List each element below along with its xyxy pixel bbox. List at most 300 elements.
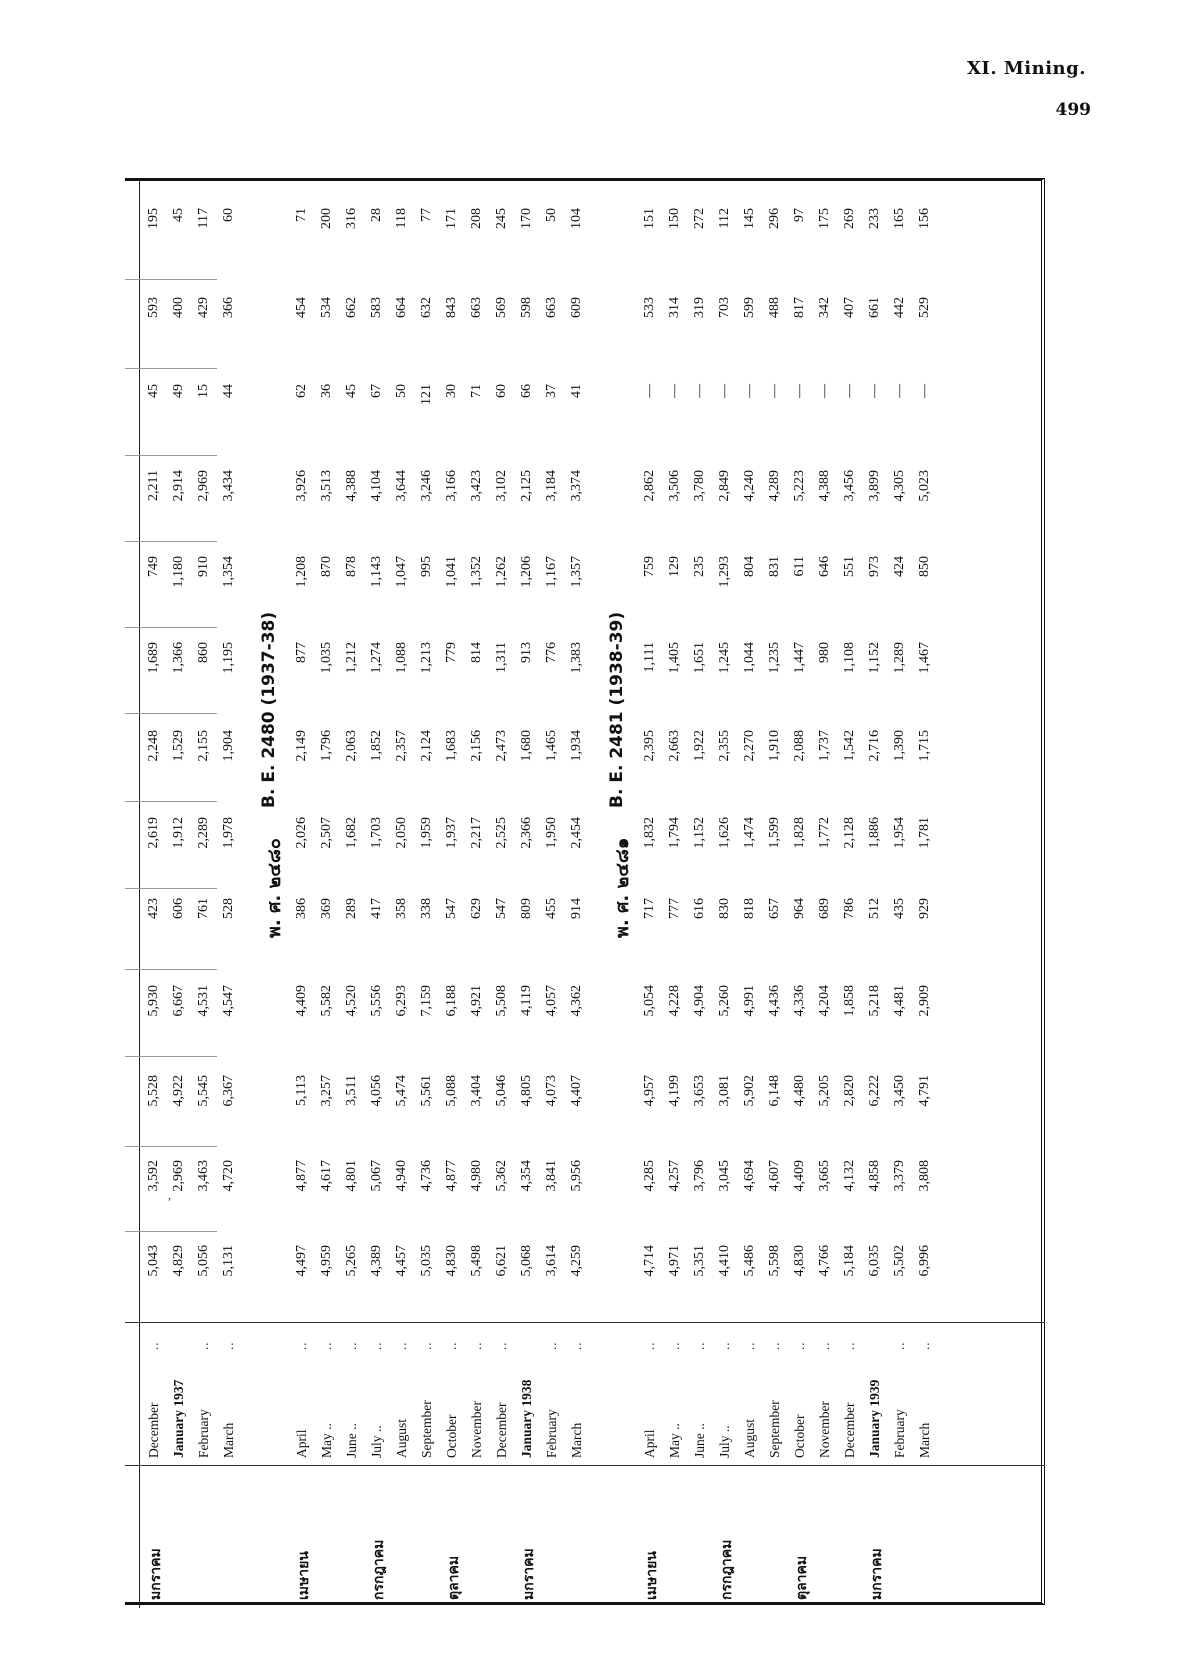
table-row	[739, 181, 764, 1608]
table-cell: 5,351	[692, 1245, 707, 1277]
table-cell: 1,354	[221, 556, 236, 588]
table-cell: 6,148	[767, 1075, 782, 1107]
table-row	[218, 181, 243, 1608]
table-cell: 156	[917, 208, 932, 229]
table-cell: 2,088	[792, 730, 807, 762]
leader-dots: ..	[917, 1341, 932, 1350]
table-cell: 5,260	[717, 985, 732, 1017]
table-cell: 45	[344, 384, 359, 398]
table-cell: 913	[519, 642, 534, 663]
column-separator	[125, 969, 217, 970]
table-cell: 661	[867, 297, 882, 318]
table-cell: 4,766	[817, 1245, 832, 1277]
table-cell: 171	[444, 208, 459, 229]
table-cell: 1,542	[842, 730, 857, 762]
english-month-label: August	[742, 1418, 757, 1458]
table-cell: 3,665	[817, 1160, 832, 1192]
table-cell: 2,149	[294, 730, 309, 762]
mining-table-frame	[125, 178, 1045, 1605]
table-cell: 6,996	[917, 1245, 932, 1277]
table-cell: 488	[767, 297, 782, 318]
english-month-label: November	[817, 1401, 832, 1458]
table-cell: 870	[319, 556, 334, 577]
table-cell: 2,366	[519, 817, 534, 849]
table-cell: 611	[792, 556, 807, 577]
table-cell: 4,481	[892, 985, 907, 1017]
table-cell: 5,561	[419, 1075, 434, 1107]
column-separator	[125, 279, 217, 280]
table-cell: 4,409	[792, 1160, 807, 1192]
table-cell: 4,720	[221, 1160, 236, 1192]
english-month-label: September	[419, 1400, 434, 1458]
table-row	[341, 181, 366, 1608]
leader-dots: ..	[892, 1341, 907, 1350]
table-cell: 4,520	[344, 985, 359, 1017]
table-cell: 3,653	[692, 1075, 707, 1107]
table-cell: 118	[394, 208, 409, 229]
table-cell: 3,796	[692, 1160, 707, 1192]
table-cell: 5,508	[494, 985, 509, 1017]
table-cell: 1,152	[867, 642, 882, 674]
table-cell: 818	[742, 898, 757, 919]
english-month-label: August	[394, 1418, 409, 1458]
table-cell: 593	[146, 297, 161, 318]
table-cell: 3,841	[544, 1160, 559, 1192]
leader-dots: ..	[544, 1341, 559, 1350]
table-cell: 4,073	[544, 1075, 559, 1107]
table-cell: 5,528	[146, 1075, 161, 1107]
table-cell: 6,621	[494, 1245, 509, 1277]
table-cell: 5,902	[742, 1075, 757, 1107]
table-cell: 314	[667, 297, 682, 318]
table-cell: 175	[817, 208, 832, 229]
table-cell: 1,680	[519, 730, 534, 762]
table-cell: 208	[469, 208, 484, 229]
table-row	[143, 181, 168, 1608]
table-cell: 429	[196, 297, 211, 318]
table-cell: 3,511	[344, 1075, 359, 1106]
table-cell: 289	[344, 898, 359, 919]
leader-dots: ..	[817, 1341, 832, 1350]
table-cell: 528	[221, 898, 236, 919]
table-cell: 4,829	[171, 1245, 186, 1277]
table-cell: 583	[369, 297, 384, 318]
table-cell: 112	[717, 208, 732, 229]
table-cell: 4,119	[519, 985, 534, 1016]
table-cell: 817	[792, 297, 807, 318]
table-cell: 4,877	[444, 1160, 459, 1192]
table-cell: 3,450	[892, 1075, 907, 1107]
table-cell: 779	[444, 642, 459, 663]
table-cell: 6,222	[867, 1075, 882, 1107]
table-cell: 1,599	[767, 817, 782, 849]
table-cell: 5,023	[917, 470, 932, 502]
table-cell: 4,336	[792, 985, 807, 1017]
leader-dots: ..	[742, 1341, 757, 1350]
table-cell: 761	[196, 898, 211, 919]
table-cell: 569	[494, 297, 509, 318]
table-cell: —	[642, 384, 657, 398]
table-cell: 104	[569, 208, 584, 229]
table-cell: 831	[767, 556, 782, 577]
table-cell: 442	[892, 297, 907, 318]
table-cell: 663	[544, 297, 559, 318]
table-cell: 1,213	[419, 642, 434, 674]
leader-dots: ..	[717, 1341, 732, 1350]
table-cell: 3,246	[419, 470, 434, 502]
table-cell: 910	[196, 556, 211, 577]
table-cell: 4,388	[817, 470, 832, 502]
table-cell: 1,311	[494, 642, 509, 673]
table-cell: 4,228	[667, 985, 682, 1017]
table-cell: 1,781	[917, 817, 932, 849]
table-cell: 5,930	[146, 985, 161, 1017]
table-row	[764, 181, 789, 1608]
table-cell: —	[692, 384, 707, 398]
table-cell: 5,956	[569, 1160, 584, 1192]
table-cell: 995	[419, 556, 434, 577]
table-row	[168, 181, 193, 1608]
column-separator	[125, 1146, 217, 1147]
table-cell: 664	[394, 297, 409, 318]
table-cell: 4,289	[767, 470, 782, 502]
leader-dots: ..	[667, 1341, 682, 1350]
buddhist-era-label: B. E. 2480 (1937-38)	[259, 611, 279, 808]
table-cell: 973	[867, 556, 882, 577]
table-cell: 5,498	[469, 1245, 484, 1277]
table-cell: 1,682	[344, 817, 359, 849]
table-cell: 2,969	[196, 470, 211, 502]
leader-dots: ..	[319, 1341, 334, 1350]
table-cell: 5,362	[494, 1160, 509, 1192]
table-cell: 50	[544, 208, 559, 222]
english-month-label: December	[146, 1402, 161, 1458]
table-cell: 3,506	[667, 470, 682, 502]
table-cell: 3,456	[842, 470, 857, 502]
table-cell: —	[767, 384, 782, 398]
table-cell: 609	[569, 297, 584, 318]
column-separator	[125, 713, 217, 714]
table-cell: —	[742, 384, 757, 398]
table-cell: 1,715	[917, 730, 932, 762]
table-cell: 914	[569, 898, 584, 919]
leader-dots: ..	[642, 1341, 657, 1350]
thai-era-label: พ. ศ. ๒๔๘๐	[264, 838, 285, 938]
table-cell: 5,113	[294, 1075, 309, 1106]
table-cell: 62	[294, 384, 309, 398]
table-cell: 3,899	[867, 470, 882, 502]
leader-dots: ..	[692, 1341, 707, 1350]
table-cell: 616	[692, 898, 707, 919]
table-cell: 4,959	[319, 1245, 334, 1277]
table-cell: 1,937	[444, 817, 459, 849]
table-cell: 964	[792, 898, 807, 919]
table-cell: 4,388	[344, 470, 359, 502]
table-cell: 5,067	[369, 1160, 384, 1192]
table-cell: 814	[469, 642, 484, 663]
table-cell: 5,035	[419, 1245, 434, 1277]
table-cell: 272	[692, 208, 707, 229]
table-cell: 1,910	[767, 730, 782, 762]
table-cell: 3,184	[544, 470, 559, 502]
english-month-label: April	[642, 1429, 657, 1458]
table-cell: 1,828	[792, 817, 807, 849]
table-cell: 5,043	[146, 1245, 161, 1277]
leader-dots: ..	[569, 1341, 584, 1350]
page-number: 499	[1055, 100, 1091, 120]
table-cell: 1,912	[171, 817, 186, 849]
table-cell: 1,235	[767, 642, 782, 674]
table-cell: 2,355	[717, 730, 732, 762]
table-cell: 2,849	[717, 470, 732, 502]
table-cell: 5,265	[344, 1245, 359, 1277]
table-cell: 454	[294, 297, 309, 318]
table-cell: 45	[171, 208, 186, 222]
table-cell: 599	[742, 297, 757, 318]
table-cell: 358	[394, 898, 409, 919]
leader-dots: ..	[196, 1341, 211, 1350]
table-cell: 1,474	[742, 817, 757, 849]
table-row	[639, 181, 664, 1608]
table-cell: 5,556	[369, 985, 384, 1017]
table-cell: 1,772	[817, 817, 832, 849]
table-cell: 2,156	[469, 730, 484, 762]
english-month-label: December	[494, 1402, 509, 1458]
table-cell: 3,081	[717, 1075, 732, 1107]
english-month-label: January 1939	[867, 1379, 882, 1458]
table-cell: 3,423	[469, 470, 484, 502]
english-month-label: October	[792, 1414, 807, 1458]
leader-dots: ..	[419, 1341, 434, 1350]
page-header-title: XI. Mining.	[966, 58, 1086, 79]
table-cell: 3,780	[692, 470, 707, 502]
table-cell: 1,832	[642, 817, 657, 849]
table-cell: 777	[667, 898, 682, 919]
table-cell: 67	[369, 384, 384, 398]
table-cell: 4,257	[667, 1160, 682, 1192]
table-cell: 117	[196, 208, 211, 229]
leader-dots: ..	[469, 1341, 484, 1350]
table-cell: 2,507	[319, 817, 334, 849]
table-cell: —	[817, 384, 832, 398]
table-cell: 2,289	[196, 817, 211, 849]
table-cell: 71	[294, 208, 309, 222]
table-cell: 3,404	[469, 1075, 484, 1107]
english-month-label: July ..	[717, 1425, 732, 1458]
table-cell: 235	[692, 556, 707, 577]
thai-month-label: กรกฎาคม	[719, 1539, 735, 1600]
table-cell: 1,152	[692, 817, 707, 849]
table-cell: 1,796	[319, 730, 334, 762]
table-cell: 689	[817, 898, 832, 919]
table-cell: 4,805	[519, 1075, 534, 1107]
table-cell: 663	[469, 297, 484, 318]
thai-month-label: มกราคม	[148, 1548, 164, 1600]
table-cell: 4,389	[369, 1245, 384, 1277]
table-cell: 4,694	[742, 1160, 757, 1192]
table-cell: 44	[221, 384, 236, 398]
table-cell: 1,047	[394, 556, 409, 588]
table-cell: 6,367	[221, 1075, 236, 1107]
table-cell: 6,293	[394, 985, 409, 1017]
table-cell: 1,858	[842, 985, 857, 1017]
english-month-label: June ..	[344, 1423, 359, 1458]
table-cell: 4,285	[642, 1160, 657, 1192]
table-cell: 2,473	[494, 730, 509, 762]
table-cell: 2,128	[842, 817, 857, 849]
table-cell: 269	[842, 208, 857, 229]
thai-month-label: เมษายน	[296, 1551, 312, 1600]
table-cell: 830	[717, 898, 732, 919]
leader-dots: ..	[294, 1341, 309, 1350]
table-cell: 5,218	[867, 985, 882, 1017]
table-cell: 2,862	[642, 470, 657, 502]
table-cell: 1,293	[717, 556, 732, 588]
table-cell: 2,026	[294, 817, 309, 849]
table-cell: 1,703	[369, 817, 384, 849]
table-cell: 1,383	[569, 642, 584, 674]
table-cell: 1,262	[494, 556, 509, 588]
table-row	[491, 181, 516, 1608]
table-cell: 1,886	[867, 817, 882, 849]
table-row	[839, 181, 864, 1608]
table-cell: 296	[767, 208, 782, 229]
table-cell: 2,909	[917, 985, 932, 1017]
table-cell: —	[917, 384, 932, 398]
table-cell: 4,714	[642, 1245, 657, 1277]
table-cell: 195	[146, 208, 161, 229]
table-cell: 4,547	[221, 985, 236, 1017]
table-row	[316, 181, 341, 1608]
table-cell: 423	[146, 898, 161, 919]
table-cell: 6,667	[171, 985, 186, 1017]
table-cell: 2,357	[394, 730, 409, 762]
table-cell: 2,124	[419, 730, 434, 762]
english-month-label: March	[221, 1422, 236, 1458]
leader-dots: ..	[221, 1341, 236, 1350]
table-cell: 3,513	[319, 470, 334, 502]
table-cell: 1,357	[569, 556, 584, 588]
table-cell: 316	[344, 208, 359, 229]
leader-dots: ..	[792, 1341, 807, 1350]
table-cell: 77	[419, 208, 434, 222]
column-separator	[125, 541, 217, 542]
table-cell: 4,457	[394, 1245, 409, 1277]
table-cell: 60	[221, 208, 236, 222]
table-cell: 5,088	[444, 1075, 459, 1107]
thai-month-label: ตุลาคม	[794, 1555, 810, 1600]
table-cell: 49	[171, 384, 186, 398]
table-cell: 151	[642, 208, 657, 229]
table-cell: 4,407	[569, 1075, 584, 1107]
table-cell: 1,934	[569, 730, 584, 762]
table-cell: 3,257	[319, 1075, 334, 1107]
table-cell: 5,502	[892, 1245, 907, 1277]
english-month-label: March	[569, 1422, 584, 1458]
table-cell: 804	[742, 556, 757, 577]
table-cell: 759	[642, 556, 657, 577]
table-cell: 1,959	[419, 817, 434, 849]
table-cell: 1,852	[369, 730, 384, 762]
table-cell: 1,390	[892, 730, 907, 762]
table-cell: 4,132	[842, 1160, 857, 1192]
table-cell: 606	[171, 898, 186, 919]
table-cell: 4,436	[767, 985, 782, 1017]
table-cell: 4,957	[642, 1075, 657, 1107]
table-cell: 4,240	[742, 470, 757, 502]
table-cell: 2,270	[742, 730, 757, 762]
english-month-label: May ..	[319, 1423, 334, 1458]
table-cell: 1,626	[717, 817, 732, 849]
table-cell: 1,405	[667, 642, 682, 674]
table-cell: 3,926	[294, 470, 309, 502]
english-month-label: February	[544, 1409, 559, 1458]
english-month-label: June ..	[692, 1423, 707, 1458]
table-cell: 1,245	[717, 642, 732, 674]
table-cell: 929	[917, 898, 932, 919]
table-cell: 877	[294, 642, 309, 663]
table-cell: 4,531	[196, 985, 211, 1017]
table-cell: 1,143	[369, 556, 384, 588]
table-cell: 786	[842, 898, 857, 919]
table-cell: 4,801	[344, 1160, 359, 1192]
table-cell: 1,465	[544, 730, 559, 762]
table-cell: 15	[196, 384, 211, 398]
table-cell: 1,366	[171, 642, 186, 674]
table-cell: 170	[519, 208, 534, 229]
table-cell: 4,204	[817, 985, 832, 1017]
table-cell: 4,922	[171, 1075, 186, 1107]
table-cell: —	[867, 384, 882, 398]
table-cell: 4,940	[394, 1160, 409, 1192]
table-cell: 4,259	[569, 1245, 584, 1277]
table-cell: 3,434	[221, 470, 236, 502]
table-cell: 4,104	[369, 470, 384, 502]
table-cell: 512	[867, 898, 882, 919]
table-cell: 1,651	[692, 642, 707, 674]
table-cell: 4,497	[294, 1245, 309, 1277]
english-month-label: July ..	[369, 1425, 384, 1458]
leader-dots: ..	[444, 1341, 459, 1350]
table-cell: 3,374	[569, 470, 584, 502]
table-cell: 4,056	[369, 1075, 384, 1107]
table-cell: 3,463	[196, 1160, 211, 1192]
table-row	[193, 181, 218, 1608]
column-separator	[125, 455, 217, 456]
table-cell: 1,180	[171, 556, 186, 588]
table-cell: 4,607	[767, 1160, 782, 1192]
table-cell: 2,050	[394, 817, 409, 849]
table-cell: 776	[544, 642, 559, 663]
table-cell: 2,969	[171, 1160, 186, 1192]
table-cell: 2,217	[469, 817, 484, 849]
table-row	[689, 181, 714, 1608]
thai-month-label: มกราคม	[869, 1548, 885, 1600]
table-cell: 2,248	[146, 730, 161, 762]
table-cell: 1,978	[221, 817, 236, 849]
table-cell: 4,791	[917, 1075, 932, 1107]
table-row	[664, 181, 689, 1608]
column-separator	[125, 801, 217, 802]
leader-dots: ..	[369, 1341, 384, 1350]
table-cell: 400	[171, 297, 186, 318]
table-row	[441, 181, 466, 1608]
table-cell: 4,617	[319, 1160, 334, 1192]
table-cell: 455	[544, 898, 559, 919]
table-cell: 1,208	[294, 556, 309, 588]
table-cell: 878	[344, 556, 359, 577]
table-cell: 1,447	[792, 642, 807, 674]
